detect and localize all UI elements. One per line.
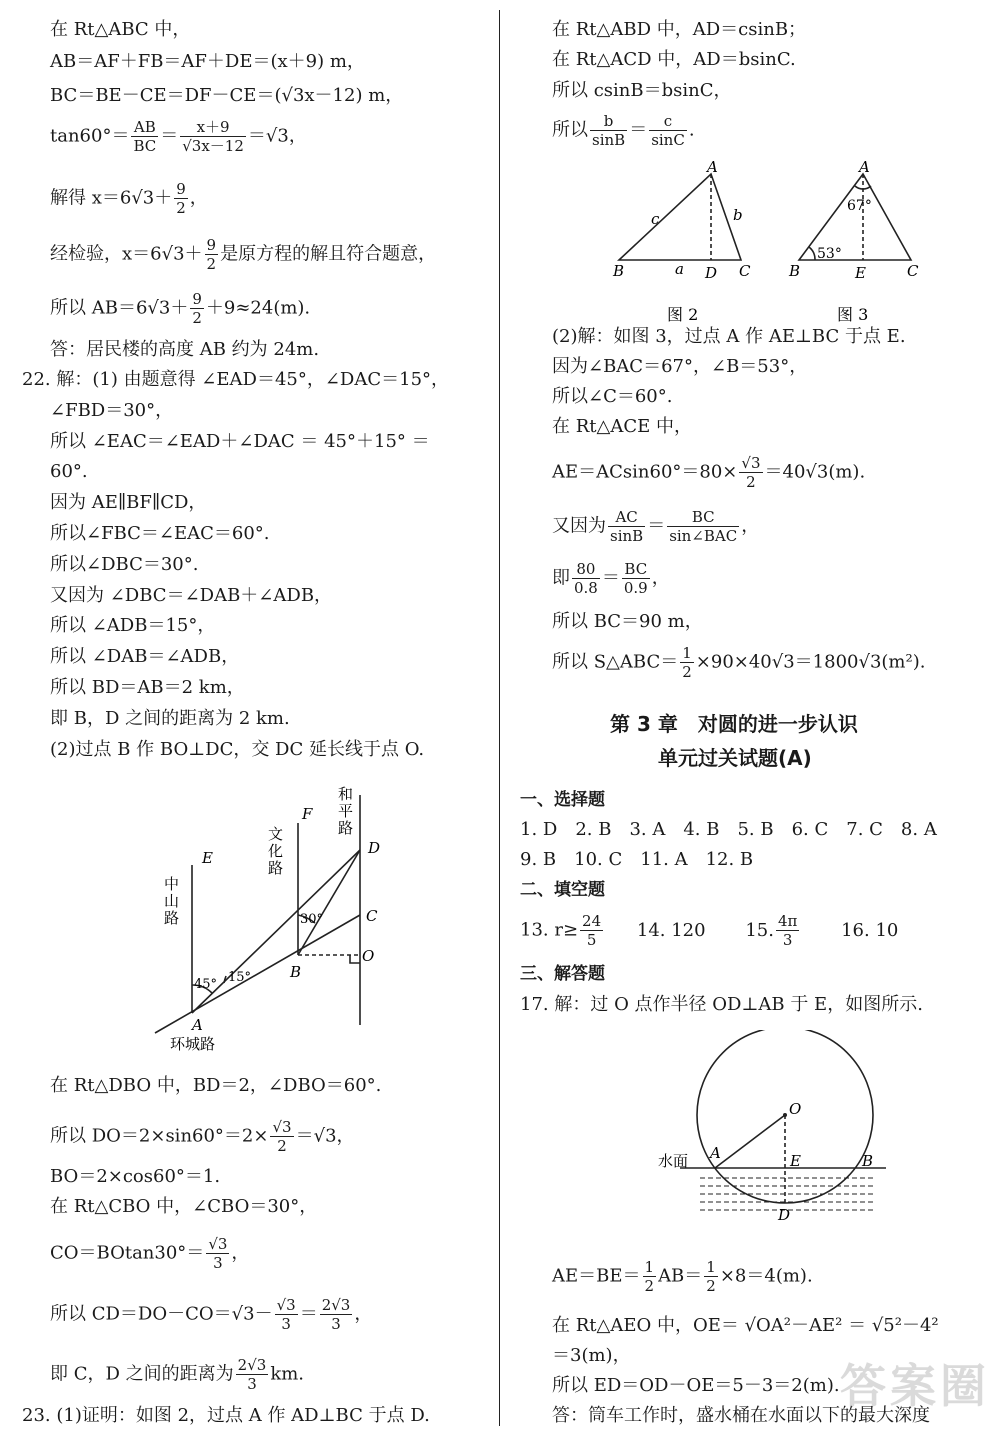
angle-53: 53° [817,246,842,262]
label-B: B [862,1152,874,1170]
text-line: 23. (1)证明：如图 2，过点 A 作 AD⊥BC 于点 D. [22,1405,430,1426]
text-line: 所以 ∠ADB＝15°， [50,615,216,636]
test-title: 单元过关试题(A) [658,746,812,770]
answers-line: 9. B 10. C 11. A 12. B [520,849,754,870]
text-line: (2)过点 B 作 BO⊥DC，交 DC 延长线于点 O. [50,739,425,760]
watermark-logo: 答案圈 [840,1359,990,1413]
text-line: AB＝AF＋FB＝AF＋DE＝(x＋9) m， [50,51,365,72]
text-line: 所以 BC＝90 m， [552,611,703,632]
text-line: (2)解：如图 3，过点 A 作 AE⊥BC 于点 E. [552,326,906,347]
equation-line: 所以 S△ABC＝ $\frac{1}{2}$ ×90×40√3＝1800√3(m²). [552,644,926,681]
text-line: 在 Rt△ABC 中， [50,19,191,40]
fill-answers: 13. r≥ $\frac{24}{5}$ 14. 120 15. $\frac{4\pi}{3}$ 16. 10 [520,912,899,949]
text-line: ∠FBD＝30°， [50,400,174,421]
equation-line: 经检验，x＝6√3＋ $\frac{9}{2}$ 是原方程的解且符合题意， [50,236,437,273]
text-line: 22. 解：(1) 由题意得 ∠EAD＝45°，∠DAC＝15°， [22,369,450,390]
text-line: 所以 ED＝OD－OE＝5－3＝2(m). [552,1375,840,1396]
section-heading: 一、选择题 [520,790,605,810]
figure-caption: 图 2 [667,305,699,324]
angle-67: 67° [847,198,872,214]
answers-line: 1. D 2. B 3. A 4. B 5. B 6. C 7. C 8. A [520,819,937,840]
equation-line: AE＝ACsin60°＝80× $\frac{√3}{2}$ ＝40√3(m). [552,454,866,491]
label-B: B [613,262,625,280]
text-line: 所以 ∠DAB＝∠ADB， [50,646,240,667]
label-B: B [290,963,302,981]
section-heading: 二、填空题 [520,880,605,900]
road-wenhua: 文化路 [268,825,284,877]
text-line: 所以 csinB＝bsinC， [552,80,732,101]
text-line: 又因为 ∠DBC＝∠DAB＋∠ADB， [50,585,333,606]
equation-line: CO＝BOtan30°＝ $\frac{√3}{3}$ ， [50,1235,250,1272]
label-c: c [651,210,660,228]
roads-figure [150,785,400,1060]
label-E: E [790,1152,801,1170]
text-line: 在 Rt△ACD 中，AD＝bsinC. [552,49,796,70]
label-E: E [202,849,213,867]
text-line: 所以 BD＝AB＝2 km， [50,677,245,698]
text-line: 在 Rt△ABD 中，AD＝csinB； [552,19,807,40]
water-surface-label: 水面 [658,1152,689,1170]
text-line: 所以∠C＝60°. [552,386,673,407]
label-O: O [362,947,375,965]
figure-3 [785,160,925,330]
equation-line: 即 C，D 之间的距离为 $\frac{2√3}{3}$ km. [50,1356,305,1393]
angle-15: 15° [228,970,252,985]
equation-line: tan60°＝ $\frac{AB}{BC}$ ＝ $\frac{x+9}{√3x-12}$ ＝√3， [50,118,307,155]
text-line: 所以 ∠EAC＝∠EAD＋∠DAC ＝ 45°＋15° ＝ [50,431,430,452]
text-line: 即 B，D 之间的距离为 2 km. [50,708,290,729]
label-A: A [710,1144,721,1162]
label-A: A [707,160,718,176]
equation-line: 所以 DO＝2×sin60°＝2× $\frac{√3}{2}$ ＝√3， [50,1118,355,1155]
label-D: D [368,839,381,857]
equation-line: 所以 $\frac{b}{\sin B}$ ＝ $\frac{c}{\sin C}$ . [552,112,695,149]
text-line: 因为 AE∥BF∥CD， [50,492,207,513]
figure-2 [605,160,765,330]
text-line: 在 Rt△AEO 中，OE＝ √OA²－AE² ＝ √5²－4² [552,1315,939,1336]
road-huancheng: 环城路 [170,1035,216,1053]
equation-line: 解得 x＝6√3＋ $\frac{9}{2}$ ， [50,180,208,217]
equation-line: 所以 AB＝6√3＋ $\frac{9}{2}$ ＋9≈24(m). [50,290,311,327]
road-heping: 和平路 [338,785,354,837]
text-line: 在 Rt△ACE 中， [552,416,692,437]
text-line: BC＝BE－CE＝DF－CE＝(√3x－12) m， [50,85,404,106]
text-line: ＝3(m)， [552,1345,631,1366]
label-D: D [778,1206,791,1224]
label-B: B [789,262,801,280]
text-line: 17. 解：过 O 点作半径 OD⊥AB 于 E，如图所示. [520,994,923,1015]
equation-line: 又因为 $\frac{AC}{\sin B}$ ＝ $\frac{BC}{\text{sin∠BAC}}$ ， [552,508,760,545]
text-line: 所以∠DBC＝30°. [50,554,199,575]
label-A: A [859,160,870,176]
text-line: BO＝2×cos60°＝1. [50,1166,221,1187]
label-a: a [675,260,684,278]
label-b: b [733,206,743,224]
label-A: A [192,1016,203,1034]
label-C: C [366,907,378,925]
label-C: C [739,262,751,280]
label-F: F [302,805,313,823]
road-zhongshan: 中山路 [164,875,180,927]
equation-line: AE＝BE＝ $\frac{1}{2}$ AB＝ $\frac{1}{2}$ ×8＝4(m). [552,1258,813,1295]
label-C: C [907,262,919,280]
label-E: E [855,264,866,282]
angle-30: 30° [300,912,324,927]
column-divider [499,10,500,1426]
text-line: 60°. [50,461,88,482]
label-D: D [705,264,718,282]
circle-figure [650,1030,890,1235]
chapter-title: 第 3 章 对圆的进一步认识 [610,712,858,736]
text-line: 在 Rt△DBO 中，BD＝2，∠DBO＝60°. [50,1075,382,1096]
text-line: 在 Rt△CBO 中，∠CBO＝30°， [50,1196,318,1217]
equation-line: 即 $\frac{80}{0.8}$ ＝ $\frac{BC}{0.9}$ ， [552,560,670,597]
section-heading: 三、解答题 [520,964,605,984]
text-line: 因为∠BAC＝67°，∠B＝53°， [552,356,808,377]
text-line: 答：居民楼的高度 AB 约为 24m. [50,339,320,360]
text-line: 所以∠FBC＝∠EAC＝60°. [50,523,270,544]
equation-line: 所以 CD＝DO－CO＝√3－ $\frac{√3}{3}$ ＝ $\frac{2√3}{3}$ ， [50,1296,373,1333]
figure-caption: 图 3 [837,305,869,324]
angle-45: 45° [194,977,218,992]
text-line: 答：筒车工作时，盛水桶在水面以下的最大深度 [552,1405,930,1426]
label-O: O [789,1100,802,1118]
